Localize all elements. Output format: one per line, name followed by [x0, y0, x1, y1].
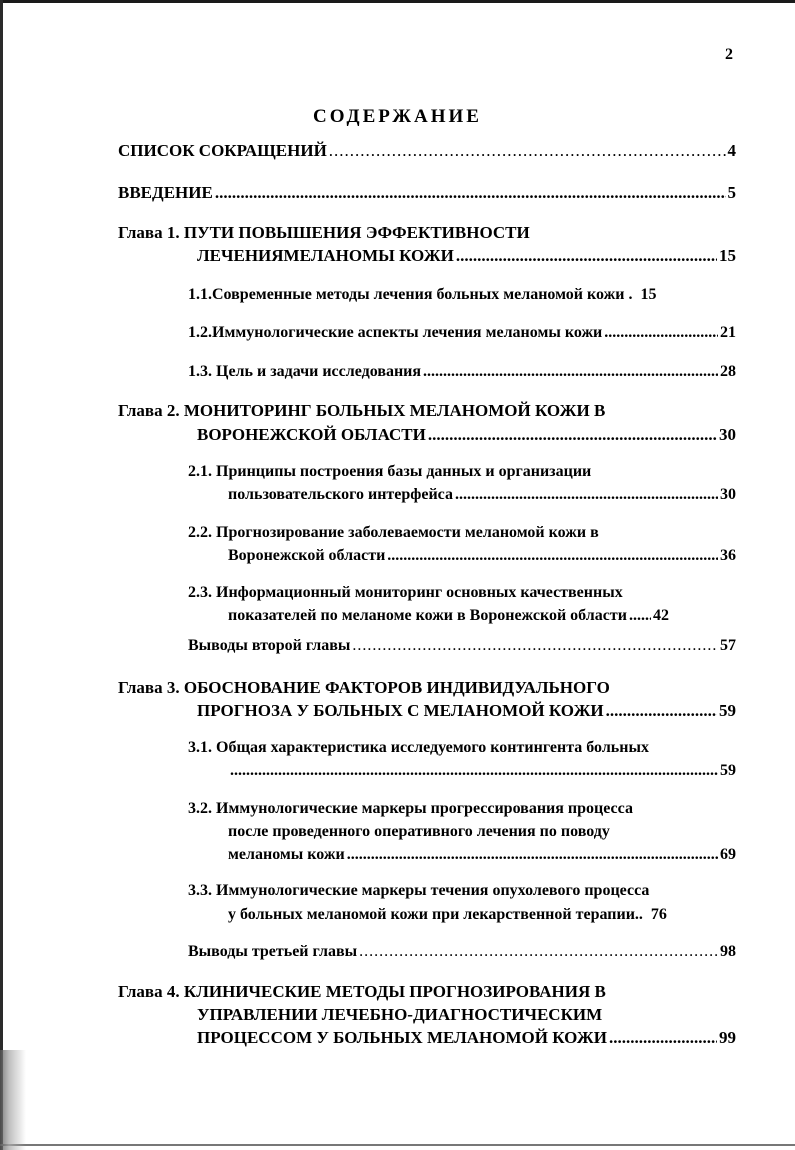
toc-leader-dots	[609, 1028, 717, 1048]
toc-entry-text: пользовательского интерфейса	[228, 486, 453, 503]
toc-section-3-2	[228, 846, 736, 864]
toc-section-3-2-line2: после проведенного оперативного лечения по поводу	[228, 823, 610, 840]
scan-border-left	[0, 0, 3, 1150]
toc-entry-abbreviations	[118, 141, 736, 161]
toc-chapter-4-line1: Глава 4. КЛИНИЧЕСКИЕ МЕТОДЫ ПРОГНОЗИРОВАНИЯ В	[118, 982, 606, 1001]
toc-entry-page: 76	[650, 906, 667, 923]
toc-entry-page: 59	[719, 701, 736, 720]
toc-entry-page: 15	[719, 246, 736, 265]
toc-chapter-2	[197, 425, 736, 445]
toc-section-2-3-line1: 2.3. Информационный мониторинг основных качественных	[188, 584, 623, 601]
toc-entry-page: 42	[652, 607, 669, 624]
toc-entry-text: ВВЕДЕНИЕ	[118, 183, 213, 202]
toc-leader-dots	[359, 943, 718, 961]
toc-entry-page: 5	[727, 183, 736, 202]
toc-entry-page: 98	[720, 943, 736, 960]
toc-leader-dots	[456, 246, 717, 266]
toc-entry-page: 69	[720, 846, 736, 863]
toc-entry-text: ПРОГНОЗА У БОЛЬНЫХ С МЕЛАНОМОЙ КОЖИ	[197, 701, 604, 720]
toc-title: СОДЕРЖАНИЕ	[313, 106, 482, 127]
toc-entry-text: у больных меланомой кожи при лекарственной терапии..	[228, 906, 643, 923]
toc-entry-page: 30	[719, 425, 736, 444]
toc-entry-text: меланомы кожи	[228, 846, 345, 863]
toc-chapter-2-line1: Глава 2. МОНИТОРИНГ БОЛЬНЫХ МЕЛАНОМОЙ КОЖИ В	[118, 401, 606, 420]
toc-chapter-3-line1: Глава 3. ОБОСНОВАНИЕ ФАКТОРОВ ИНДИВИДУАЛЬНОГО	[118, 678, 610, 697]
toc-leader-dots	[423, 363, 718, 381]
toc-entry-page: 28	[720, 363, 736, 380]
scan-edge-artifact	[0, 1050, 26, 1150]
toc-entry-text: СПИСОК СОКРАЩЕНИЙ	[118, 141, 327, 160]
toc-entry-text: 1.3. Цель и задачи исследования	[188, 363, 422, 380]
toc-section-1-2	[188, 324, 736, 342]
toc-entry-text: показателей по меланоме кожи в Воронежской области	[228, 607, 627, 624]
toc-leader-dots	[428, 425, 717, 445]
toc-section-3-1	[228, 762, 736, 780]
toc-entry-page: 4	[727, 141, 736, 160]
toc-entry-text: ПРОЦЕССОМ У БОЛЬНЫХ МЕЛАНОМОЙ КОЖИ	[197, 1028, 607, 1047]
toc-leader-dots	[606, 701, 717, 721]
toc-entry-page: 59	[720, 762, 736, 779]
toc-entry-text: Воронежской области	[228, 547, 386, 564]
toc-section-3-3	[228, 906, 736, 924]
toc-entry-text: ВОРОНЕЖСКОЙ ОБЛАСТИ	[197, 425, 426, 444]
toc-leader-dots	[455, 486, 718, 504]
page-number: 2	[725, 46, 733, 63]
toc-leader-dots	[230, 762, 718, 780]
toc-entry-page: 36	[720, 547, 736, 564]
toc-leader-dots	[387, 547, 718, 565]
scan-border-top	[0, 0, 795, 3]
toc-section-2-3	[228, 607, 736, 625]
toc-entry-page: 21	[720, 324, 736, 341]
toc-entry-text: 1.2.Иммунологические аспекты лечения меланомы кожи	[188, 324, 603, 341]
toc-chapter-4	[197, 1028, 736, 1048]
toc-entry-text: ЛЕЧЕНИЯМЕЛАНОМЫ КОЖИ	[197, 246, 454, 265]
toc-chapter-1	[197, 246, 736, 266]
toc-entry-text: 1.1.Современные методы лечения больных меланомой кожи .	[188, 286, 633, 303]
toc-section-2-2	[228, 547, 736, 565]
toc-section-2-1	[228, 486, 736, 504]
toc-leader-dots	[347, 846, 718, 864]
toc-section-1-3	[188, 363, 736, 381]
toc-entry-text: Выводы третьей главы	[188, 943, 358, 960]
toc-section-1-1	[188, 286, 736, 304]
toc-leader-dots	[604, 324, 718, 342]
toc-section-2-1-line1: 2.1. Принципы построения базы данных и организации	[188, 463, 592, 480]
toc-entry-text: Выводы второй главы	[188, 637, 351, 654]
toc-entry-page: 30	[720, 486, 736, 503]
toc-leader-dots	[352, 637, 718, 655]
toc-leader-dots	[329, 141, 726, 161]
toc-leader-dots	[629, 607, 651, 625]
scan-border-bottom	[0, 1144, 795, 1146]
toc-entry-page: 99	[719, 1028, 736, 1047]
toc-section-3-3-line1: 3.3. Иммунологические маркеры течения опухолевого процесса	[188, 882, 650, 899]
toc-leader-dots	[215, 183, 726, 203]
toc-chapter-3	[197, 701, 736, 721]
toc-conclusions-chapter-3	[188, 943, 736, 961]
toc-chapter-4-line2: УПРАВЛЕНИИ ЛЕЧЕБНО-ДИАГНОСТИЧЕСКИМ	[197, 1005, 603, 1024]
toc-section-3-1-line1: 3.1. Общая характеристика исследуемого контингента больных	[188, 739, 649, 756]
toc-section-2-2-line1: 2.2. Прогнозирование заболеваемости меланомой кожи в	[188, 524, 599, 541]
toc-conclusions-chapter-2	[188, 637, 736, 655]
toc-section-3-2-line1: 3.2. Иммунологические маркеры прогрессирования процесса	[188, 800, 633, 817]
toc-entry-page: 57	[720, 637, 736, 654]
toc-chapter-1-line1: Глава 1. ПУТИ ПОВЫШЕНИЯ ЭФФЕКТИВНОСТИ	[118, 223, 530, 242]
toc-entry-page: 15	[640, 286, 657, 303]
toc-entry-introduction	[118, 183, 736, 203]
